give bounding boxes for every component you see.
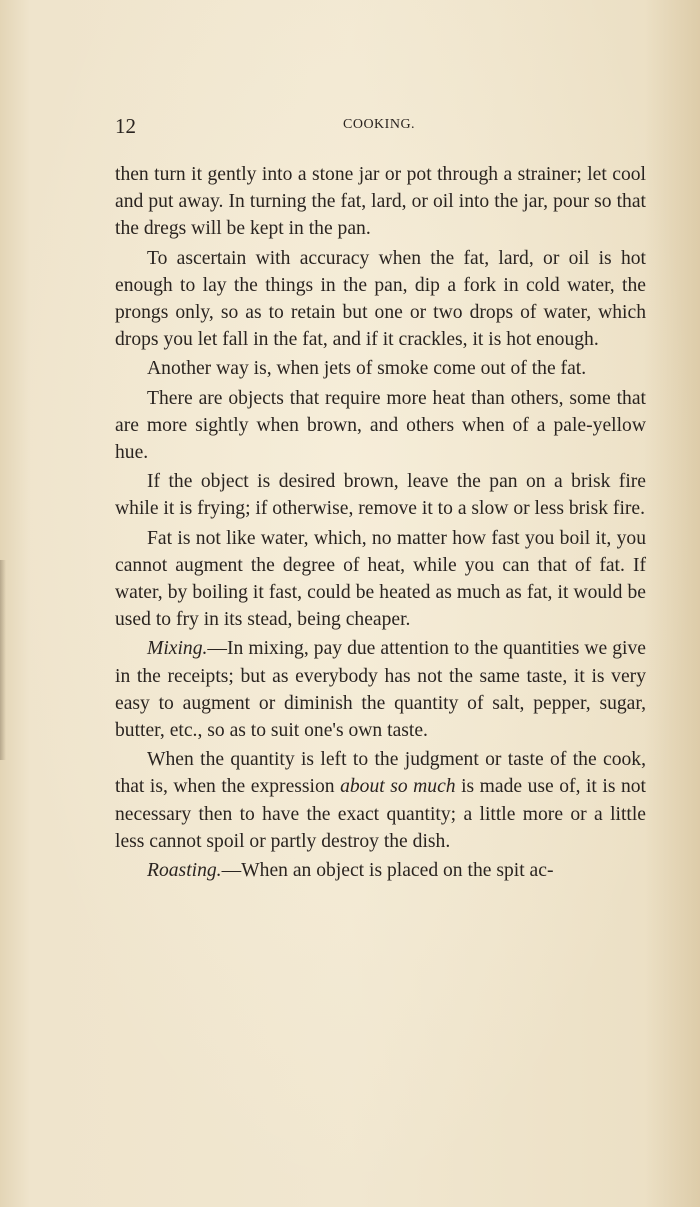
paragraph-roasting-text: —When an object is placed on the spit ac- [221, 860, 554, 882]
paragraph-ascertain-heat: To ascertain with accuracy when the fat, lard, or oil is hot enough to lay the things in the pan, dip a fork in cold water, the prongs only, so as to retain but one or two drops of water, which drops you let fall in the fat, and if it crackles, it is hot enough. [115, 247, 646, 351]
paragraph-judgment-text-after: is made use of, it is not necessary then to have the exact quantity; a little more or a little less cannot spoil or partly destroy the dish. [115, 776, 646, 852]
emphasis-about-so-much: about so much [340, 776, 456, 798]
paragraph-roasting [115, 857, 646, 884]
page-header [115, 114, 646, 142]
paragraph-jets-of-smoke: Another way is, when jets of smoke come out of the fat. [147, 358, 587, 380]
paragraph-brown: If the object is desired brown, leave the pan on a brisk fire while it is frying; if otherwise, remove it to a slow or less brisk fire. [115, 471, 646, 520]
paragraph-judgment-text-before: When the quantity is left to the judgment or taste of the cook, that is, when the expression [115, 749, 646, 798]
running-head: COOKING. [343, 117, 416, 132]
section-lead-roasting: Roasting. [147, 860, 222, 882]
paragraph-continuation: then turn it gently into a stone jar or pot through a strainer; let cool and put away. In turning the fat, lard, or oil into the jar, pour so that the dregs will be kept in the pan. [115, 164, 646, 240]
page-edge-shadow [0, 560, 6, 760]
page-number: 12 [115, 114, 136, 138]
paragraph-judgment [115, 746, 646, 855]
paragraph-mixing [115, 635, 646, 744]
paragraph-fat-not-water: Fat is not like water, which, no matter how fast you boil it, you cannot augment the degree of heat, while you can that of fat. If water, by boiling it fast, could be heated as much as fat, it would be used to fry in its stead, being cheaper. [115, 527, 646, 631]
paragraph-mixing-text: —In mixing, pay due attention to the quantities we give in the receipts; but as everybody has not the same taste, it is very easy to augment or diminish the quantity of salt, pepper, sugar, butter, etc., so as to suit one's own taste. [115, 638, 646, 742]
paragraph-objects-heat: There are objects that require more heat than others, some that are more sightly when brown, and others when of a pale-yellow hue. [115, 387, 646, 464]
body-text [115, 161, 646, 884]
section-lead-mixing: Mixing. [147, 638, 208, 660]
